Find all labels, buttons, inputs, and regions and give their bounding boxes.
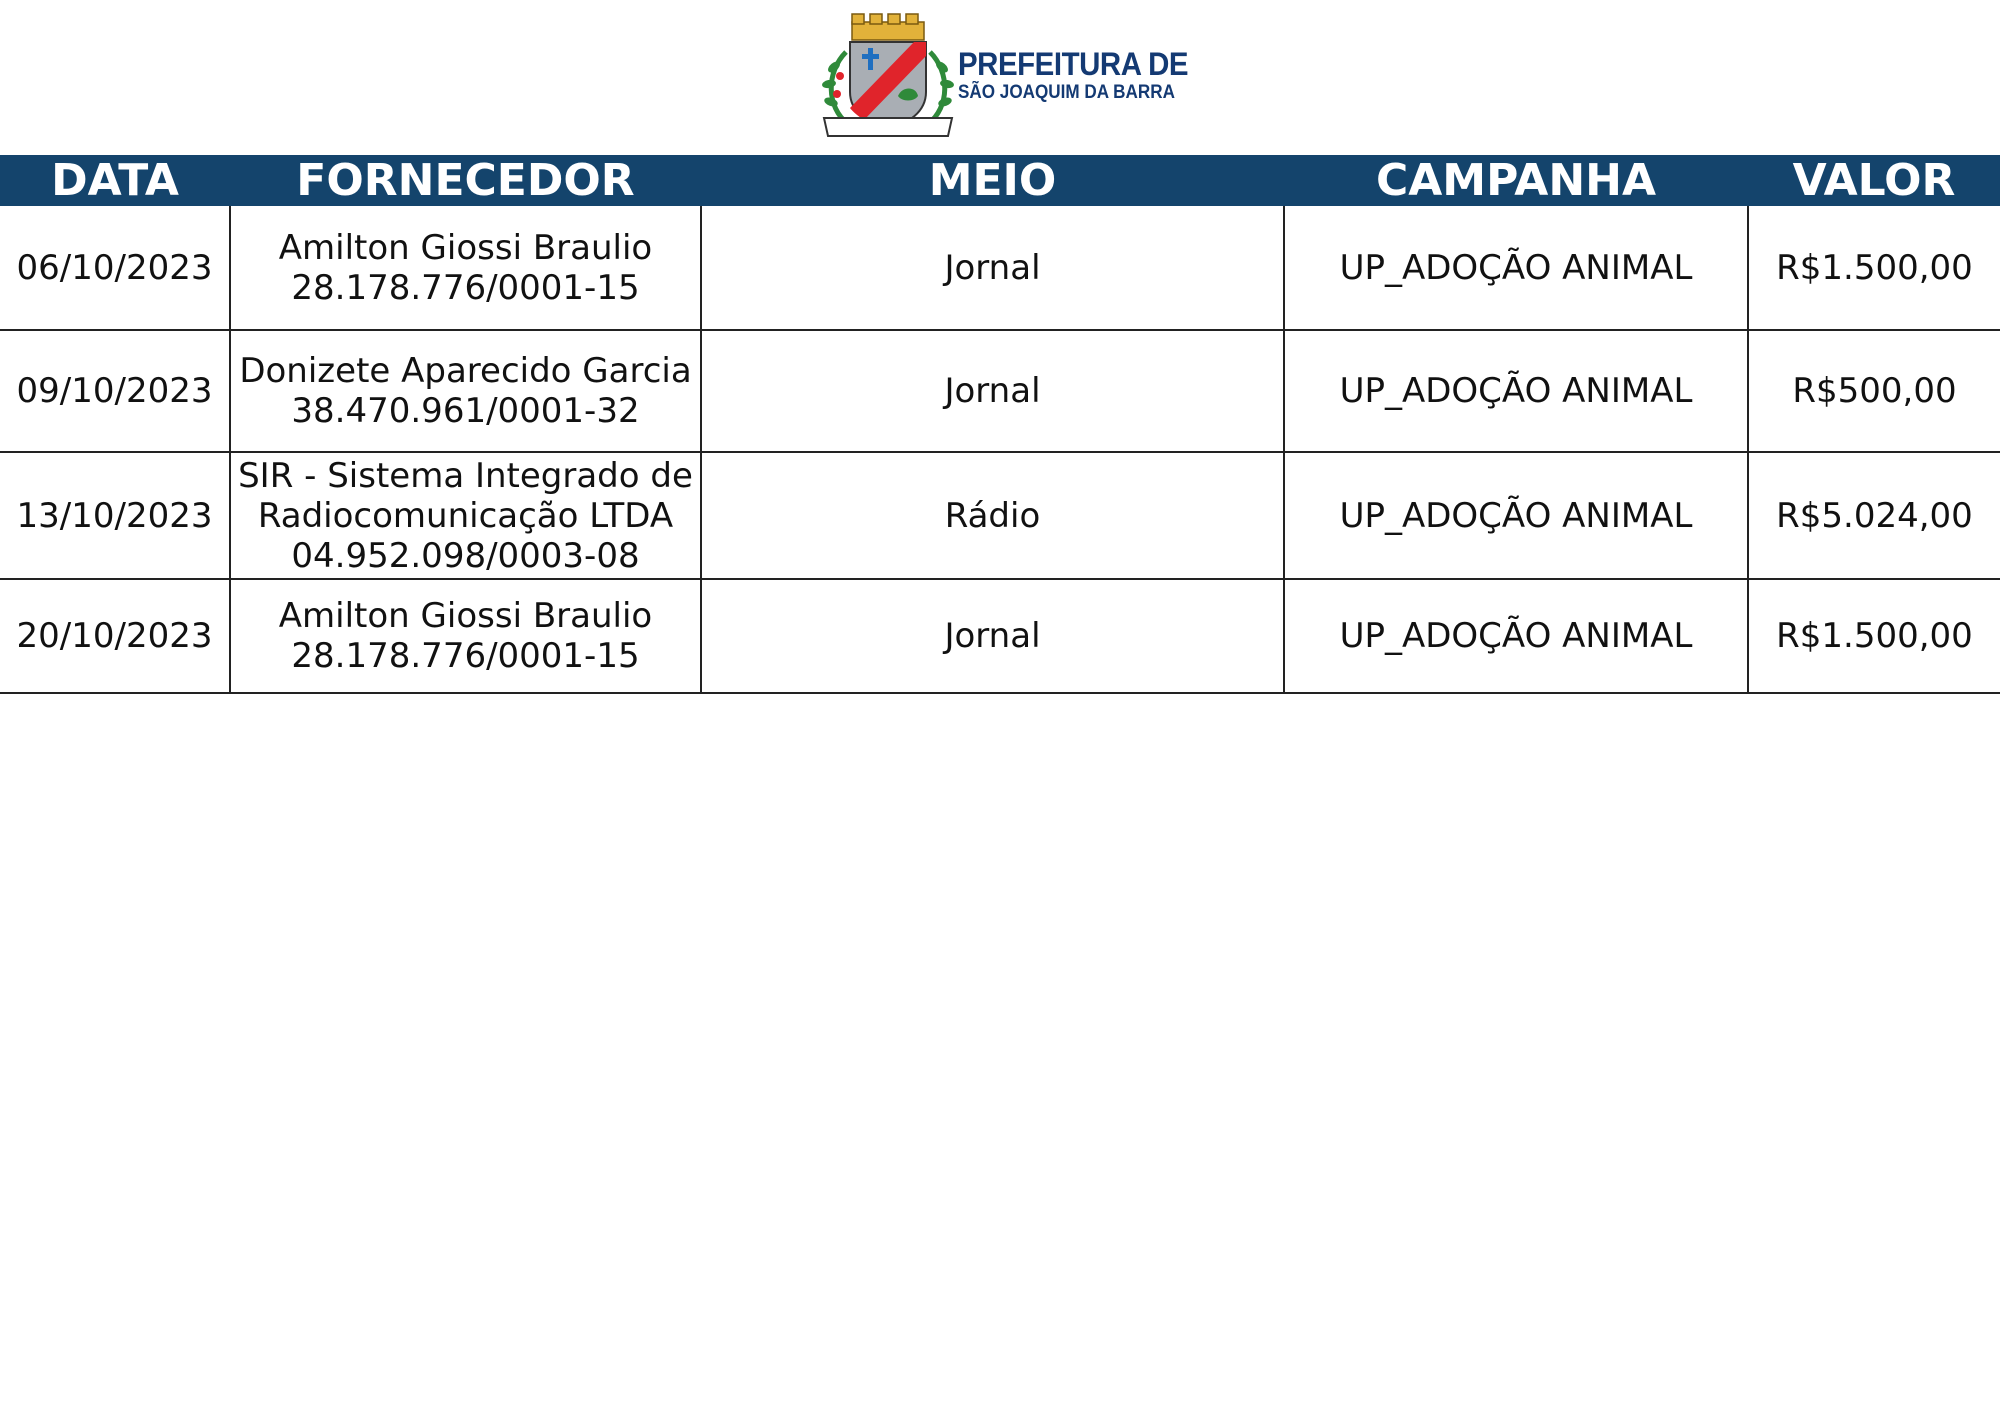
- cell-campanha: UP_ADOÇÃO ANIMAL: [1284, 579, 1748, 693]
- cell-valor: R$500,00: [1748, 330, 2000, 452]
- cell-valor: R$1.500,00: [1748, 579, 2000, 693]
- fornecedor-cnpj: 28.178.776/0001-15: [291, 636, 640, 676]
- prefeitura-logo: [818, 12, 1189, 146]
- fornecedor-cnpj: 28.178.776/0001-15: [291, 267, 640, 308]
- cell-campanha: UP_ADOÇÃO ANIMAL: [1284, 452, 1748, 579]
- cell-meio: Jornal: [701, 579, 1284, 693]
- cell-meio: Rádio: [701, 452, 1284, 579]
- fornecedor-cnpj: 38.470.961/0001-32: [291, 391, 640, 431]
- cell-data: 20/10/2023: [0, 579, 230, 693]
- fornecedor-name: SIR - Sistema Integrado de: [238, 455, 693, 496]
- cell-data: 09/10/2023: [0, 330, 230, 452]
- cell-fornecedor: [230, 579, 701, 693]
- cell-campanha: UP_ADOÇÃO ANIMAL: [1284, 330, 1748, 452]
- municipal-coat-of-arms-icon: [818, 12, 958, 146]
- column-header-meio: MEIO: [928, 155, 1057, 206]
- cell-data: 06/10/2023: [0, 206, 230, 330]
- publicity-expenses-table: [0, 155, 2000, 694]
- table-row: [0, 452, 2000, 579]
- column-header-fornecedor: FORNECEDOR: [296, 155, 635, 206]
- cell-fornecedor: [230, 452, 701, 579]
- cell-campanha: UP_ADOÇÃO ANIMAL: [1284, 206, 1748, 330]
- table-row: [0, 579, 2000, 693]
- fornecedor-name: Amilton Giossi Braulio: [278, 227, 653, 268]
- fornecedor-cnpj: 04.952.098/0003-08: [291, 535, 640, 576]
- cell-fornecedor: [230, 330, 701, 452]
- column-header-campanha: CAMPANHA: [1375, 155, 1657, 206]
- table-row: [0, 206, 2000, 330]
- logo-subtitle: SÃO JOAQUIM DA BARRA: [958, 82, 1175, 103]
- cell-meio: Jornal: [701, 206, 1284, 330]
- fornecedor-name: Donizete Aparecido Garcia: [239, 351, 692, 391]
- cell-fornecedor: [230, 206, 701, 330]
- table-header-row: [0, 155, 2000, 206]
- column-header-data: DATA: [51, 155, 179, 206]
- cell-valor: R$1.500,00: [1748, 206, 2000, 330]
- fornecedor-name-continued: Radiocomunicação LTDA: [257, 495, 674, 536]
- column-header-valor: VALOR: [1792, 155, 1956, 206]
- table-row: [0, 330, 2000, 452]
- logo-title: PREFEITURA DE: [958, 46, 1189, 82]
- cell-data: 13/10/2023: [0, 452, 230, 579]
- fornecedor-name: Amilton Giossi Braulio: [278, 596, 653, 636]
- cell-meio: Jornal: [701, 330, 1284, 452]
- cell-valor: R$5.024,00: [1748, 452, 2000, 579]
